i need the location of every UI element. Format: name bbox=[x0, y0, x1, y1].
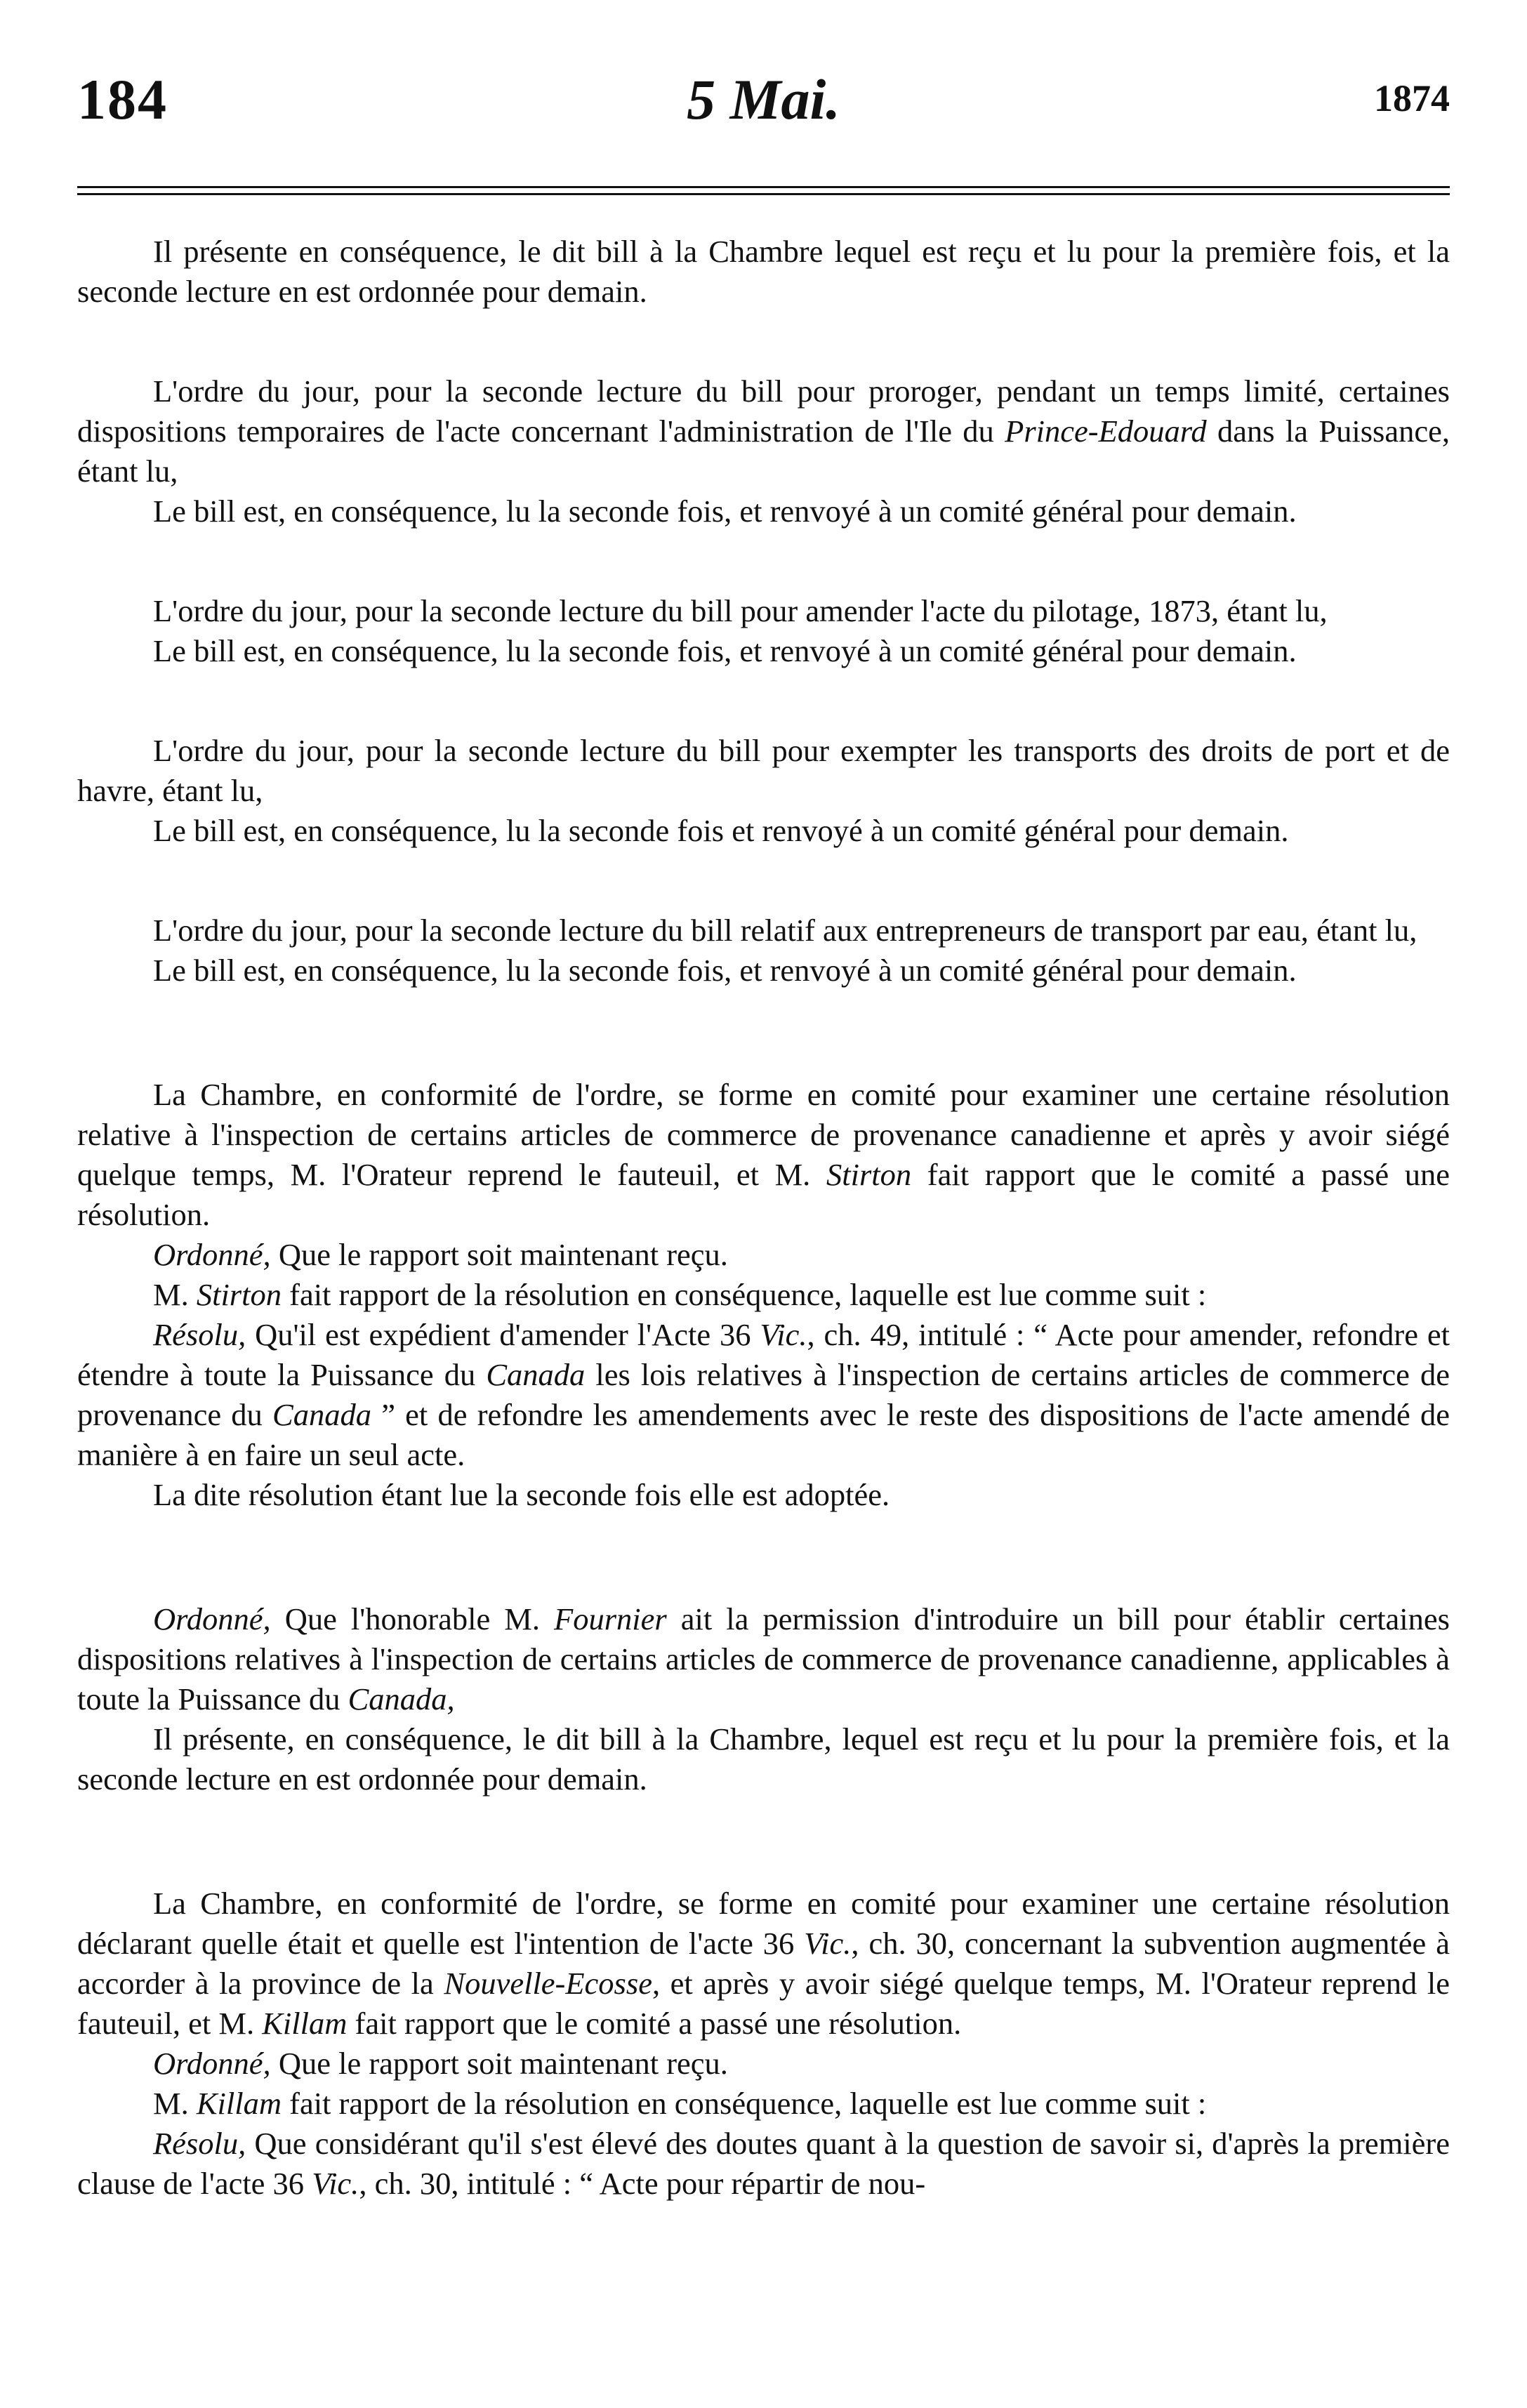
paragraph-presente-2: Il présente, en conséquence, le dit bill à la Chambre, lequel est reçu et lu pour la première fois, et la seconde lecture en est ordonnée pour demain. bbox=[77, 1721, 1450, 1797]
paragraph-ordonne-2: Ordonné, Que le rapport soit maintenant reçu. bbox=[153, 2046, 728, 2081]
document-body bbox=[77, 232, 1450, 2204]
paragraph-resolu-2: Résolu, Que considérant qu'il s'est élevé des doutes quant à la question de savoir si, d'après la première clause de l'acte 36 Vic., ch. 30, intitulé : “ Acte pour répartir de nou- bbox=[77, 2126, 1450, 2201]
paragraph-resolu: Résolu, Qu'il est expédient d'amender l'Acte 36 Vic., ch. 49, intitulé : “ Acte pour amender, refondre et étendre à toute la Puissance du Canada les lois relatives à l'inspection de certains articles de commerce de provenance du Canada ” et de refondre les amendements avec le reste des dispositions de l'acte amendé de manière à en faire un seul acte. bbox=[77, 1317, 1450, 1472]
paragraph-inspection-comite: La Chambre, en conformité de l'ordre, se forme en comité pour examiner une certaine résolution relative à l'inspection de certains articles de commerce de provenance canadienne et après y avoir siégé quelque temps, M. l'Orateur reprend le fauteuil, et M. Stirton fait rapport que le comité a passé une résolution. bbox=[77, 1077, 1450, 1232]
paragraph-droits-de-port: L'ordre du jour, pour la seconde lecture du bill pour exempter les transports des droits de port et de havre, étant lu, bbox=[77, 733, 1450, 808]
paragraph-pilotage: L'ordre du jour, pour la seconde lecture du bill pour amender l'acte du pilotage, 1873, étant lu, bbox=[153, 593, 1328, 628]
paragraph-entrepreneurs: L'ordre du jour, pour la seconde lecture du bill relatif aux entrepreneurs de transport par eau, étant lu, bbox=[153, 913, 1417, 948]
paragraph-rapport-2: M. Killam fait rapport de la résolution en conséquence, laquelle est lue comme suit : bbox=[153, 2086, 1207, 2121]
page-number: 184 bbox=[77, 67, 168, 131]
paragraph-presente: Il présente en conséquence, le dit bill à la Chambre lequel est reçu et lu pour la première fois, et la seconde lecture en est ordonnée pour demain. bbox=[77, 234, 1450, 309]
paragraph-renvoi: Le bill est, en conséquence, lu la seconde fois, et renvoyé à un comité général pour demain. bbox=[153, 633, 1297, 668]
paragraph-fournier: Ordonné, Que l'honorable M. Fournier ait la permission d'introduire un bill pour établir certaines dispositions relatives à l'inspection de certains articles de commerce de provenance canadienne, applicables à toute la Puissance du Canada, bbox=[77, 1601, 1450, 1716]
paragraph-renvoi: Le bill est, en conséquence, lu la seconde fois, et renvoyé à un comité général pour demain. bbox=[153, 953, 1297, 988]
paragraph-ordonne: Ordonné, Que le rapport soit maintenant reçu. bbox=[153, 1237, 728, 1272]
year: 1874 bbox=[1374, 77, 1450, 119]
header-rule-top bbox=[77, 186, 1450, 188]
paragraph-rapport: M. Stirton fait rapport de la résolution en conséquence, laquelle est lue comme suit : bbox=[153, 1277, 1207, 1312]
paragraph-nouvelle-ecosse: La Chambre, en conformité de l'ordre, se forme en comité pour examiner une certaine résolution déclarant quelle était et quelle est l'intention de l'acte 36 Vic., ch. 30, concernant la subvention augmentée à accorder à la province de la Nouvelle-Ecosse, et après y avoir siégé quelque temps, M. l'Orateur reprend le fauteuil, et M. Killam fait rapport que le comité a passé une résolution. bbox=[77, 1886, 1450, 2041]
page-header bbox=[77, 67, 1450, 144]
paragraph-adoptee: La dite résolution étant lue la seconde fois elle est adoptée. bbox=[153, 1477, 890, 1512]
paragraph-ile-prince-edouard: L'ordre du jour, pour la seconde lecture du bill pour proroger, pendant un temps limité, certaines dispositions temporaires de l'acte concernant l'administration de l'Ile du Prince-Edouard dans la Puissance, étant lu, bbox=[77, 373, 1450, 489]
header-rule-bottom bbox=[77, 193, 1450, 195]
date-heading: 5 Mai. bbox=[687, 67, 840, 131]
paragraph-renvoi: Le bill est, en conséquence, lu la seconde fois, et renvoyé à un comité général pour demain. bbox=[153, 494, 1297, 529]
paragraph-renvoi: Le bill est, en conséquence, lu la seconde fois et renvoyé à un comité général pour demain. bbox=[153, 813, 1289, 848]
